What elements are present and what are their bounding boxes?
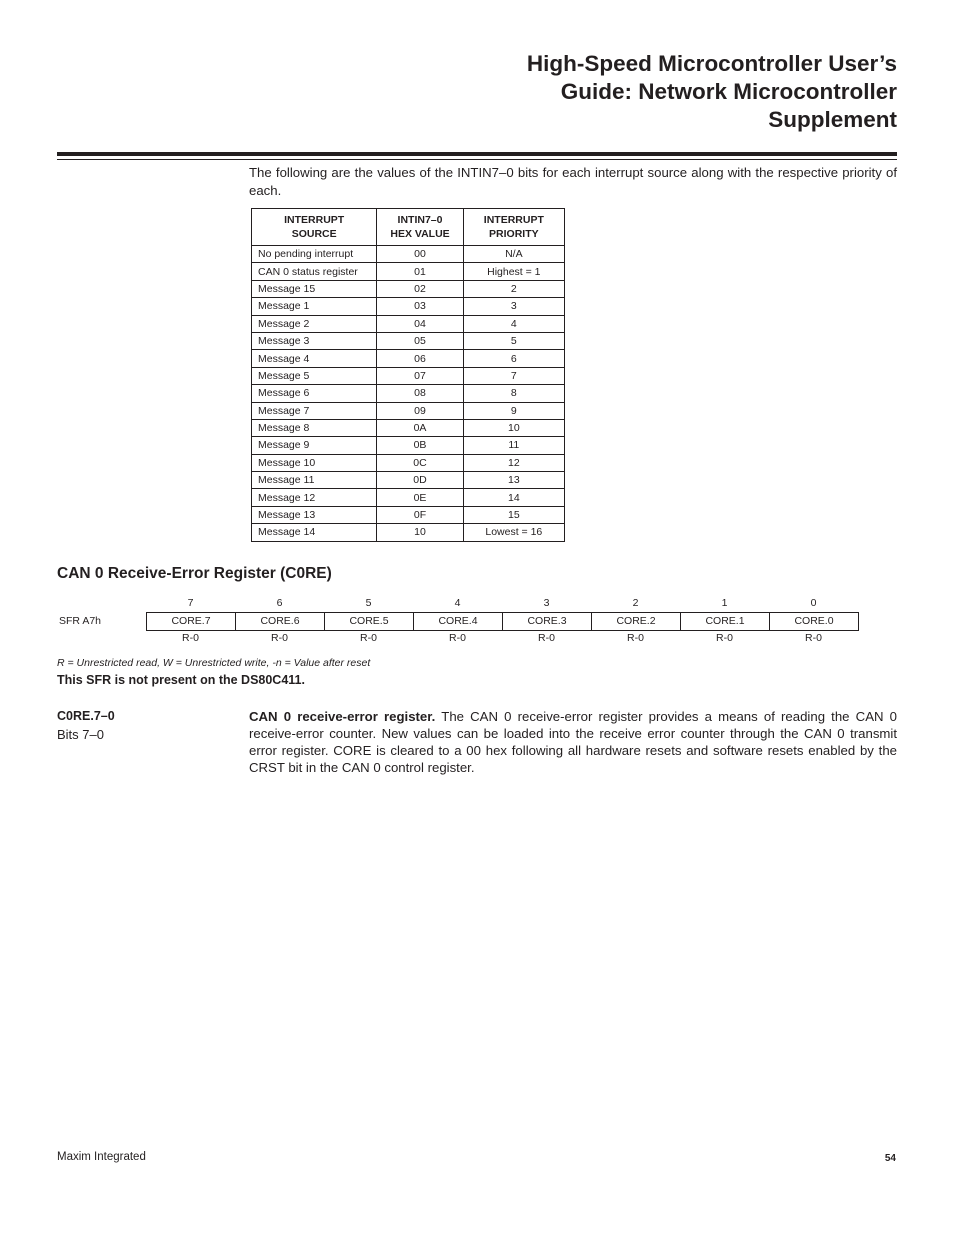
cell-hex-value: 00	[377, 246, 463, 263]
bit-number-label: 5	[365, 597, 372, 609]
cell-interrupt-source: Message 7	[252, 402, 377, 419]
cell-hex-value: 0C	[377, 454, 463, 471]
cell-priority: 6	[463, 350, 564, 367]
intro-paragraph: The following are the values of the INTIN7–0 bits for each interrupt source along with the respective priority of each.	[249, 165, 897, 198]
page-title-line-1: High-Speed Microcontroller User’s	[526, 51, 897, 76]
bit-reset-value: R-0	[360, 632, 377, 644]
cell-priority: N/A	[463, 246, 564, 263]
cell-hex-value: 05	[377, 332, 463, 349]
cell-interrupt-source: Message 3	[252, 332, 377, 349]
cell-priority: 12	[463, 454, 564, 471]
cell-interrupt-source: Message 12	[252, 489, 377, 506]
cell-interrupt-source: Message 10	[252, 454, 377, 471]
cell-interrupt-source: Message 15	[252, 280, 377, 297]
bit-reset-value: R-0	[805, 632, 822, 644]
header-rule-thin	[57, 159, 897, 160]
register-bit-cell: CORE.5	[324, 612, 414, 631]
table-row	[252, 385, 565, 402]
cell-priority: Highest = 1	[463, 263, 564, 280]
header-interrupt-priority: INTERRUPT PRIORITY	[463, 209, 564, 246]
bit-number-label: 4	[454, 597, 461, 609]
bit-field-name: C0RE.7–0	[57, 709, 115, 723]
bit-field-text: The CAN 0 receive-error register provides a means of reading the CAN 0 receive-error counter. New values can be loaded into the receive error counter through the CAN 0 transmit error register. CORE is cleared to a 00 hex following all hardware resets and software resets enabled by the CRST bit in the CAN 0 control register.	[249, 709, 898, 775]
table-header-row	[252, 209, 565, 246]
bit-reset-value: R-0	[538, 632, 555, 644]
header-interrupt-source: INTERRUPT SOURCE	[252, 209, 377, 246]
table-row	[252, 402, 565, 419]
cell-interrupt-source: Message 9	[252, 437, 377, 454]
table-row	[252, 472, 565, 489]
cell-priority: 14	[463, 489, 564, 506]
bit-field-range: Bits 7–0	[57, 727, 104, 742]
bit-number-label: 6	[276, 597, 283, 609]
cell-interrupt-source: Message 14	[252, 524, 377, 541]
cell-interrupt-source: No pending interrupt	[252, 246, 377, 263]
cell-hex-value: 0A	[377, 419, 463, 436]
cell-hex-value: 10	[377, 524, 463, 541]
cell-hex-value: 0F	[377, 506, 463, 523]
cell-hex-value: 0E	[377, 489, 463, 506]
cell-hex-value: 01	[377, 263, 463, 280]
page-title-line-2: Guide: Network Microcontroller	[560, 79, 897, 104]
header-hex-value: INTIN7–0 HEX VALUE	[377, 209, 463, 246]
cell-interrupt-source: Message 11	[252, 472, 377, 489]
table-row	[252, 315, 565, 332]
cell-interrupt-source: Message 5	[252, 367, 377, 384]
table-row	[252, 332, 565, 349]
cell-hex-value: 07	[377, 367, 463, 384]
cell-interrupt-source: Message 6	[252, 385, 377, 402]
cell-priority: Lowest = 16	[463, 524, 564, 541]
sfr-availability-note: This SFR is not present on the DS80C411.	[57, 673, 305, 687]
register-bit-cell: CORE.2	[591, 612, 681, 631]
register-bit-cell: CORE.1	[680, 612, 770, 631]
bit-reset-value: R-0	[716, 632, 733, 644]
cell-interrupt-source: Message 8	[252, 419, 377, 436]
cell-priority: 9	[463, 402, 564, 419]
cell-priority: 2	[463, 280, 564, 297]
sfr-address-label: SFR A7h	[59, 615, 102, 627]
register-bit-cell: CORE.4	[413, 612, 503, 631]
cell-hex-value: 02	[377, 280, 463, 297]
table-row	[252, 454, 565, 471]
bit-number-label: 0	[810, 597, 817, 609]
cell-hex-value: 06	[377, 350, 463, 367]
bit-reset-value: R-0	[627, 632, 644, 644]
cell-priority: 10	[463, 419, 564, 436]
footer-company: Maxim Integrated	[57, 1151, 146, 1163]
bit-reset-value: R-0	[271, 632, 288, 644]
cell-hex-value: 03	[377, 298, 463, 315]
cell-priority: 3	[463, 298, 564, 315]
interrupt-table-body	[252, 246, 565, 542]
page-title-line-3: Supplement	[768, 107, 897, 132]
cell-interrupt-source: CAN 0 status register	[252, 263, 377, 280]
cell-hex-value: 09	[377, 402, 463, 419]
interrupt-priority-table	[251, 208, 565, 542]
section-title: CAN 0 Receive-Error Register (C0RE)	[57, 565, 332, 582]
page-title	[377, 50, 897, 134]
table-row	[252, 367, 565, 384]
bit-number-label: 1	[721, 597, 728, 609]
cell-hex-value: 04	[377, 315, 463, 332]
cell-hex-value: 0D	[377, 472, 463, 489]
bit-reset-value: R-0	[182, 632, 199, 644]
bit-field-title: CAN 0 receive-error register.	[249, 709, 436, 724]
footer-page-number: 54	[884, 1153, 896, 1164]
cell-interrupt-source: Message 1	[252, 298, 377, 315]
cell-hex-value: 0B	[377, 437, 463, 454]
bit-number-label: 7	[187, 597, 194, 609]
table-row	[252, 263, 565, 280]
table-row	[252, 280, 565, 297]
cell-interrupt-source: Message 13	[252, 506, 377, 523]
bit-number-label: 2	[632, 597, 639, 609]
cell-priority: 5	[463, 332, 564, 349]
bit-number-label: 3	[543, 597, 550, 609]
table-row	[252, 437, 565, 454]
cell-priority: 4	[463, 315, 564, 332]
table-row	[252, 246, 565, 263]
table-row	[252, 524, 565, 541]
cell-priority: 15	[463, 506, 564, 523]
table-row	[252, 298, 565, 315]
table-row	[252, 350, 565, 367]
cell-priority: 7	[463, 367, 564, 384]
cell-priority: 8	[463, 385, 564, 402]
table-row	[252, 489, 565, 506]
register-legend: R = Unrestricted read, W = Unrestricted write, -n = Value after reset	[57, 657, 371, 669]
table-row	[252, 506, 565, 523]
cell-hex-value: 08	[377, 385, 463, 402]
bit-field-description	[249, 708, 897, 776]
cell-priority: 11	[463, 437, 564, 454]
table-row	[252, 419, 565, 436]
cell-interrupt-source: Message 2	[252, 315, 377, 332]
header-rule-thick	[57, 152, 897, 156]
cell-priority: 13	[463, 472, 564, 489]
register-bit-cell: CORE.7	[146, 612, 236, 631]
cell-interrupt-source: Message 4	[252, 350, 377, 367]
register-bit-cell: CORE.0	[769, 612, 859, 631]
register-bit-cell: CORE.3	[502, 612, 592, 631]
bit-reset-value: R-0	[449, 632, 466, 644]
register-bit-cell: CORE.6	[235, 612, 325, 631]
